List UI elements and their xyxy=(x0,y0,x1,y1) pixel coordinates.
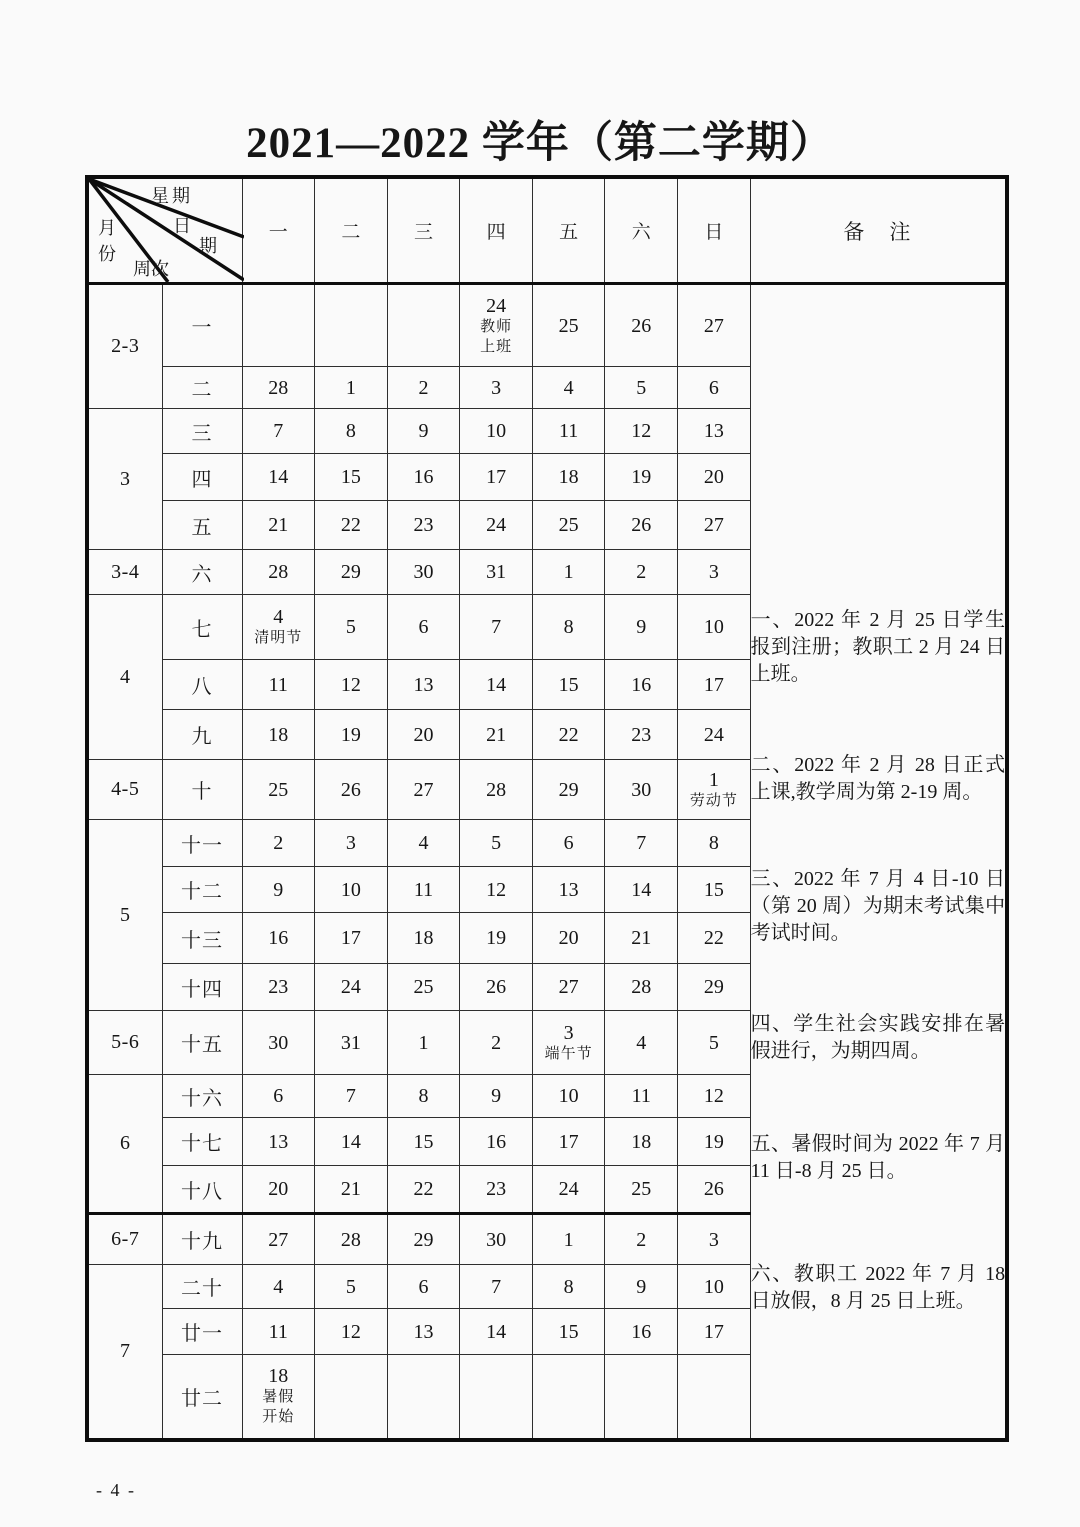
calendar-table-wrap xyxy=(85,175,1009,1442)
week-row xyxy=(87,284,1007,367)
day-cell: 5 xyxy=(315,1265,388,1309)
day-cell: 29 xyxy=(387,1214,460,1265)
day-cell: 4 xyxy=(242,1265,315,1309)
day-number: 3 xyxy=(563,1021,574,1044)
day-cell: 8 xyxy=(315,409,388,454)
day-holiday-note: 上班 xyxy=(480,338,513,355)
day-cell: 6 xyxy=(242,1075,315,1118)
day-cell: 21 xyxy=(315,1166,388,1214)
day-cell: 28 xyxy=(315,1214,388,1265)
day-cell: 27 xyxy=(678,501,751,550)
remarks-cell xyxy=(750,284,1007,1440)
day-cell: 27 xyxy=(532,964,605,1011)
day-cell: 16 xyxy=(460,1118,533,1166)
corner-weekday-label: 星期 xyxy=(151,186,193,206)
day-cell: 24 xyxy=(532,1166,605,1214)
week-number-cell: 十六 xyxy=(162,1075,242,1118)
day-cell: 19 xyxy=(460,913,533,964)
day-number: 18 xyxy=(268,1365,289,1388)
week-number-cell: 十八 xyxy=(162,1166,242,1214)
remarks-header: 备 注 xyxy=(750,177,1007,284)
day-cell: 25 xyxy=(605,1166,678,1214)
remark-note: 四、学生社会实践安排在暑假进行，为期四周。 xyxy=(750,1013,1006,1063)
day-header-wed: 三 xyxy=(387,177,460,284)
day-holiday-note: 清明节 xyxy=(254,630,303,646)
week-number-cell: 十一 xyxy=(162,820,242,867)
month-cell: 6 xyxy=(87,1075,162,1214)
week-number-cell: 九 xyxy=(162,710,242,760)
day-cell: 4 xyxy=(387,820,460,867)
day-cell: 30 xyxy=(242,1011,315,1075)
month-cell: 4 xyxy=(87,595,162,760)
day-cell: 27 xyxy=(387,760,460,820)
week-number-cell: 一 xyxy=(162,284,242,367)
day-header-sat: 六 xyxy=(605,177,678,284)
day-cell: 9 xyxy=(387,409,460,454)
day-cell: 7 xyxy=(460,1265,533,1309)
month-cell: 5 xyxy=(87,820,162,1011)
day-cell: 23 xyxy=(605,710,678,760)
day-cell: 16 xyxy=(387,454,460,501)
day-cell: 8 xyxy=(532,1265,605,1309)
day-cell: 3 xyxy=(315,820,388,867)
header-row xyxy=(87,177,1007,284)
day-cell: 18 xyxy=(242,710,315,760)
day-cell: 25 xyxy=(242,760,315,820)
day-cell: 28 xyxy=(460,760,533,820)
day-cell: 20 xyxy=(242,1166,315,1214)
day-header-fri: 五 xyxy=(532,177,605,284)
week-number-cell: 十五 xyxy=(162,1011,242,1075)
day-cell: 22 xyxy=(532,710,605,760)
day-cell: 5 xyxy=(315,595,388,660)
day-cell: 27 xyxy=(678,284,751,367)
day-cell: 5 xyxy=(605,367,678,409)
day-cell: 17 xyxy=(532,1118,605,1166)
week-number-cell: 二 xyxy=(162,367,242,409)
day-holiday-note: 暑假 xyxy=(262,1389,295,1406)
day-cell: 13 xyxy=(678,409,751,454)
week-number-cell: 二十 xyxy=(162,1265,242,1309)
week-number-cell: 十九 xyxy=(162,1214,242,1265)
week-number-cell: 六 xyxy=(162,550,242,595)
day-cell: 29 xyxy=(315,550,388,595)
day-holiday-note: 端午节 xyxy=(544,1045,593,1062)
day-cell: 29 xyxy=(678,964,751,1011)
day-cell: 22 xyxy=(387,1166,460,1214)
month-cell: 5-6 xyxy=(87,1011,162,1075)
day-cell xyxy=(605,1355,678,1440)
day-cell: 9 xyxy=(242,867,315,913)
day-cell: 16 xyxy=(242,913,315,964)
corner-month-label-2: 份 xyxy=(98,244,116,264)
day-cell: 6 xyxy=(387,1265,460,1309)
day-holiday-note: 开始 xyxy=(262,1409,295,1426)
remark-note: 六、教职工 2022 年 7 月 18 日放假，8 月 25 日上班。 xyxy=(750,1263,1006,1313)
day-cell: 11 xyxy=(387,867,460,913)
day-cell: 21 xyxy=(460,710,533,760)
day-cell: 3 xyxy=(678,1214,751,1265)
day-cell: 15 xyxy=(532,1309,605,1355)
remark-note: 一、2022 年 2 月 25 日学生报到注册；教职工 2 月 24 日上班。 xyxy=(750,609,1006,686)
week-number-cell: 八 xyxy=(162,660,242,710)
day-cell: 1 xyxy=(387,1011,460,1075)
remark-note: 三、2022 年 7 月 4 日-10 日（第 20 周）为期末考试集中考试时间。 xyxy=(750,868,1006,945)
day-cell: 17 xyxy=(460,454,533,501)
day-cell: 17 xyxy=(678,1309,751,1355)
day-cell: 12 xyxy=(605,409,678,454)
month-cell: 4-5 xyxy=(87,760,162,820)
day-cell: 23 xyxy=(242,964,315,1011)
day-cell: 10 xyxy=(532,1075,605,1118)
day-cell: 14 xyxy=(460,1309,533,1355)
day-cell: 23 xyxy=(460,1166,533,1214)
week-number-cell: 十三 xyxy=(162,913,242,964)
day-cell: 16 xyxy=(605,1309,678,1355)
day-cell: 14 xyxy=(242,454,315,501)
day-cell: 6 xyxy=(678,367,751,409)
day-cell: 12 xyxy=(315,660,388,710)
week-number-cell: 廿一 xyxy=(162,1309,242,1355)
day-cell: 11 xyxy=(242,1309,315,1355)
day-cell: 26 xyxy=(678,1166,751,1214)
day-number: 24 xyxy=(486,294,507,317)
day-cell: 19 xyxy=(315,710,388,760)
month-cell: 2-3 xyxy=(87,284,162,409)
day-cell: 30 xyxy=(460,1214,533,1265)
day-cell: 13 xyxy=(242,1118,315,1166)
day-cell: 16 xyxy=(605,660,678,710)
day-number: 4 xyxy=(273,606,284,628)
week-number-cell: 十二 xyxy=(162,867,242,913)
week-number-cell: 十 xyxy=(162,760,242,820)
day-cell: 7 xyxy=(242,409,315,454)
day-cell: 15 xyxy=(678,867,751,913)
week-number-cell: 廿二 xyxy=(162,1355,242,1440)
day-cell: 19 xyxy=(605,454,678,501)
day-cell: 26 xyxy=(315,760,388,820)
day-cell xyxy=(315,1355,388,1440)
day-cell: 29 xyxy=(532,760,605,820)
corner-header-cell xyxy=(87,177,242,284)
day-cell: 1 xyxy=(315,367,388,409)
page-title: 2021—2022 学年（第二学期） xyxy=(246,120,834,167)
week-number-cell: 三 xyxy=(162,409,242,454)
day-cell: 15 xyxy=(387,1118,460,1166)
day-cell: 18 xyxy=(605,1118,678,1166)
week-number-cell: 四 xyxy=(162,454,242,501)
day-header-sun: 日 xyxy=(678,177,751,284)
day-cell: 26 xyxy=(460,964,533,1011)
day-cell xyxy=(678,760,751,820)
day-holiday-note: 教师 xyxy=(480,318,513,335)
day-cell: 24 xyxy=(315,964,388,1011)
remark-note: 五、暑假时间为 2022 年 7 月 11 日-8 月 25 日。 xyxy=(750,1133,1006,1183)
day-cell xyxy=(315,284,388,367)
day-cell: 27 xyxy=(242,1214,315,1265)
day-cell: 15 xyxy=(315,454,388,501)
week-number-cell: 十四 xyxy=(162,964,242,1011)
day-cell: 3 xyxy=(678,550,751,595)
day-cell: 18 xyxy=(532,454,605,501)
day-cell xyxy=(387,284,460,367)
day-cell: 10 xyxy=(678,595,751,660)
day-cell: 12 xyxy=(315,1309,388,1355)
day-cell: 25 xyxy=(387,964,460,1011)
remark-note: 二、2022 年 2 月 28 日正式上课,教学周为第 2-19 周。 xyxy=(750,754,1006,804)
day-header-thu: 四 xyxy=(460,177,533,284)
day-cell xyxy=(532,1355,605,1440)
day-cell: 8 xyxy=(387,1075,460,1118)
day-cell: 8 xyxy=(678,820,751,867)
day-cell: 22 xyxy=(315,501,388,550)
day-cell: 14 xyxy=(460,660,533,710)
day-cell: 7 xyxy=(605,820,678,867)
day-cell: 13 xyxy=(532,867,605,913)
day-cell: 10 xyxy=(678,1265,751,1309)
day-cell: 11 xyxy=(605,1075,678,1118)
day-cell xyxy=(460,284,533,367)
day-cell: 13 xyxy=(387,1309,460,1355)
day-cell: 4 xyxy=(605,1011,678,1075)
day-cell: 25 xyxy=(532,284,605,367)
day-cell: 1 xyxy=(532,1214,605,1265)
day-cell: 26 xyxy=(605,284,678,367)
day-cell: 20 xyxy=(678,454,751,501)
day-cell: 2 xyxy=(605,550,678,595)
day-cell: 26 xyxy=(605,501,678,550)
day-cell: 21 xyxy=(242,501,315,550)
day-cell: 20 xyxy=(532,913,605,964)
week-number-cell: 十七 xyxy=(162,1118,242,1166)
day-cell: 9 xyxy=(460,1075,533,1118)
day-cell: 20 xyxy=(387,710,460,760)
day-cell: 30 xyxy=(605,760,678,820)
day-cell: 24 xyxy=(678,710,751,760)
day-cell: 12 xyxy=(678,1075,751,1118)
day-cell: 17 xyxy=(315,913,388,964)
day-cell: 19 xyxy=(678,1118,751,1166)
month-cell: 3-4 xyxy=(87,550,162,595)
page-number: - 4 - xyxy=(96,1480,136,1500)
day-cell: 7 xyxy=(315,1075,388,1118)
day-number: 1 xyxy=(708,768,719,791)
day-cell xyxy=(678,1355,751,1440)
day-cell: 25 xyxy=(532,501,605,550)
day-header-mon: 一 xyxy=(242,177,315,284)
day-cell: 22 xyxy=(678,913,751,964)
corner-weekno-label: 周次 xyxy=(133,259,169,279)
day-cell xyxy=(460,1355,533,1440)
day-cell: 5 xyxy=(678,1011,751,1075)
day-cell: 10 xyxy=(315,867,388,913)
day-cell xyxy=(242,595,315,660)
day-cell: 2 xyxy=(242,820,315,867)
month-cell: 7 xyxy=(87,1265,162,1440)
day-cell: 6 xyxy=(532,820,605,867)
calendar-table xyxy=(85,175,1009,1442)
day-cell: 14 xyxy=(605,867,678,913)
day-cell: 24 xyxy=(460,501,533,550)
day-cell: 28 xyxy=(242,367,315,409)
day-cell: 13 xyxy=(387,660,460,710)
day-holiday-note: 劳动节 xyxy=(689,792,738,809)
day-cell xyxy=(242,284,315,367)
day-cell: 9 xyxy=(605,1265,678,1309)
month-cell: 6-7 xyxy=(87,1214,162,1265)
day-cell: 2 xyxy=(605,1214,678,1265)
corner-month-label-1: 月 xyxy=(98,218,116,238)
day-cell: 4 xyxy=(532,367,605,409)
week-number-cell: 五 xyxy=(162,501,242,550)
day-cell: 28 xyxy=(605,964,678,1011)
day-cell: 7 xyxy=(460,595,533,660)
day-cell: 9 xyxy=(605,595,678,660)
day-cell: 2 xyxy=(460,1011,533,1075)
day-cell: 1 xyxy=(532,550,605,595)
day-cell: 18 xyxy=(387,913,460,964)
corner-date-label-1: 日 xyxy=(173,216,191,236)
day-cell: 8 xyxy=(532,595,605,660)
day-cell: 11 xyxy=(532,409,605,454)
day-cell: 15 xyxy=(532,660,605,710)
corner-date-label-2: 期 xyxy=(199,236,217,256)
day-cell: 6 xyxy=(387,595,460,660)
day-cell: 14 xyxy=(315,1118,388,1166)
month-cell: 3 xyxy=(87,409,162,550)
day-cell: 30 xyxy=(387,550,460,595)
day-cell: 17 xyxy=(678,660,751,710)
day-cell xyxy=(387,1355,460,1440)
day-cell: 12 xyxy=(460,867,533,913)
day-cell xyxy=(532,1011,605,1075)
day-header-tue: 二 xyxy=(315,177,388,284)
day-cell: 2 xyxy=(387,367,460,409)
day-cell: 10 xyxy=(460,409,533,454)
calendar-body xyxy=(87,284,1007,1440)
week-number-cell: 七 xyxy=(162,595,242,660)
day-cell: 21 xyxy=(605,913,678,964)
day-cell: 5 xyxy=(460,820,533,867)
day-cell: 28 xyxy=(242,550,315,595)
day-cell: 31 xyxy=(460,550,533,595)
day-cell: 3 xyxy=(460,367,533,409)
day-cell: 11 xyxy=(242,660,315,710)
day-cell xyxy=(242,1355,315,1440)
day-cell: 23 xyxy=(387,501,460,550)
day-cell: 31 xyxy=(315,1011,388,1075)
